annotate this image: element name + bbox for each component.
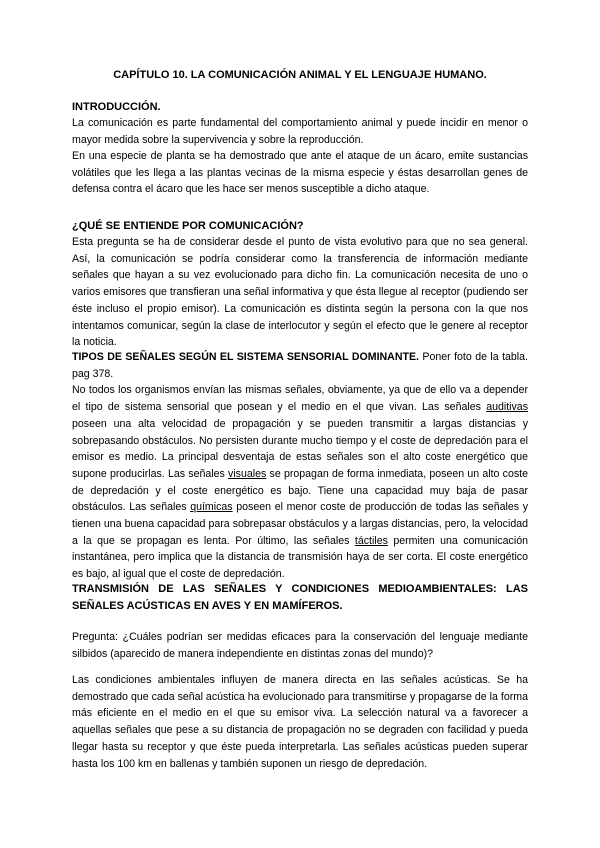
tipos-text-4: poseen el menor coste de producción de todas las señales y tienen una buena capacidad para sobrepasar obstáculos y a largas distancias, pero, la velocidad a la que se propagan es lenta. Por último, las señales (72, 501, 528, 547)
heading-introduccion: INTRODUCCIÓN. (72, 101, 161, 113)
transmision-question: Pregunta: ¿Cuáles podrían ser medidas eficaces para la conservación del lenguaje mediante silbidos (aparecido de manera independiente en distintas zonas del mundo)? (72, 631, 528, 660)
chapter-title: CAPÍTULO 10. LA COMUNICACIÓN ANIMAL Y EL LENGUAJE HUMANO. (113, 69, 487, 81)
tipos-text-5: permiten una comunicación instantánea, pero implica que la distancia de transmisión haya de ser corta. El coste energético es bajo, al igual que el coste de depredación. (72, 534, 528, 581)
word-visuales: visuales (228, 467, 267, 480)
heading-tipos-senales: TIPOS DE SEÑALES SEGÚN EL SISTEMA SENSORIAL DOMINANTE. (72, 351, 419, 363)
tipos-text-2: poseen una alta velocidad de propagación y se pueden transmitir a largas distancias y sobrepasando obstáculos. No persisten durante mucho tiempo y el coste de depredación para el emisor es medio. La principal desventaja de estas señales son el alto coste energético que supone producirlas. Las señales (72, 417, 528, 480)
tipos-text-3: se propagan de forma inmediata, poseen un alto coste de depredación y el coste energético es bajo. Tiene una capacidad muy baja de pasar obstáculos. Las señales (72, 467, 528, 514)
word-tactiles: táctiles (354, 534, 388, 547)
intro-paragraph-2: En una especie de planta se ha demostrado que ante el ataque de un ácaro, emite sustancias volátiles que les llega a las plantas vecinas de la misma especie y éstas desarrollan genes de defensa contra el ácaro que les hace ser menos susceptible a dicho ataque. (72, 150, 528, 196)
tipos-text-1: No todos los organismos envían las mismas señales, obviamente, ya que de ello va a depender el tipo de sistema sensorial que posean y el medio en el que vivan. Las señales (72, 384, 528, 414)
tipos-paragraph (72, 349, 528, 583)
heading-transmision: TRANSMISIÓN DE LAS SEÑALES Y CONDICIONES MEDIOAMBIENTALES: LAS SEÑALES ACÚSTICAS EN AVES Y EN MAMÍFEROS. (72, 583, 528, 612)
tipos-heading-note: Poner foto de la tabla. pag 378. (72, 351, 528, 380)
word-auditivas: auditivas (486, 401, 528, 414)
word-quimicas: químicas (190, 501, 233, 514)
transmision-paragraph: Las condiciones ambientales influyen de manera directa en las señales acústicas. Se ha demostrado que cada señal acústica ha evolucionado para transmitirse y propagarse de la forma más eficiente en el medio en el que su emisor viva. La selección natural va a favorecer a aquellas señales que pese a su distancia de propagación no se degraden con facilidad y pueda llegar hasta su receptor y que éste pueda interpretarla. Las señales acústicas pueden superar hasta los 100 km en ballenas y también suponen un riesgo de depredación. (72, 674, 528, 770)
que-es-paragraph: Esta pregunta se ha de considerar desde el punto de vista evolutivo para que no sea general. Así, la comunicación se podría considerar como la transferencia de información mediante señales que hayan a su vez evolucionado para dicho fin. La comunicación necesita de uno o varios emisores que transfieran una señal informativa y que ésta llegue al receptor (pudiendo ser éste incluso el propio emisor). La comunicación es distinta según la persona con la que nos intentamos comunicar, según la clase de interlocutor y según el efecto que le genere al receptor la noticia. (72, 236, 528, 349)
heading-que-es-comunicacion: ¿QUÉ SE ENTIENDE POR COMUNICACIÓN? (72, 220, 304, 232)
intro-paragraph-1: La comunicación es parte fundamental del comportamiento animal y puede incidir en menor o mayor medida sobre la supervivencia y sobre la reproducción. (72, 117, 528, 146)
